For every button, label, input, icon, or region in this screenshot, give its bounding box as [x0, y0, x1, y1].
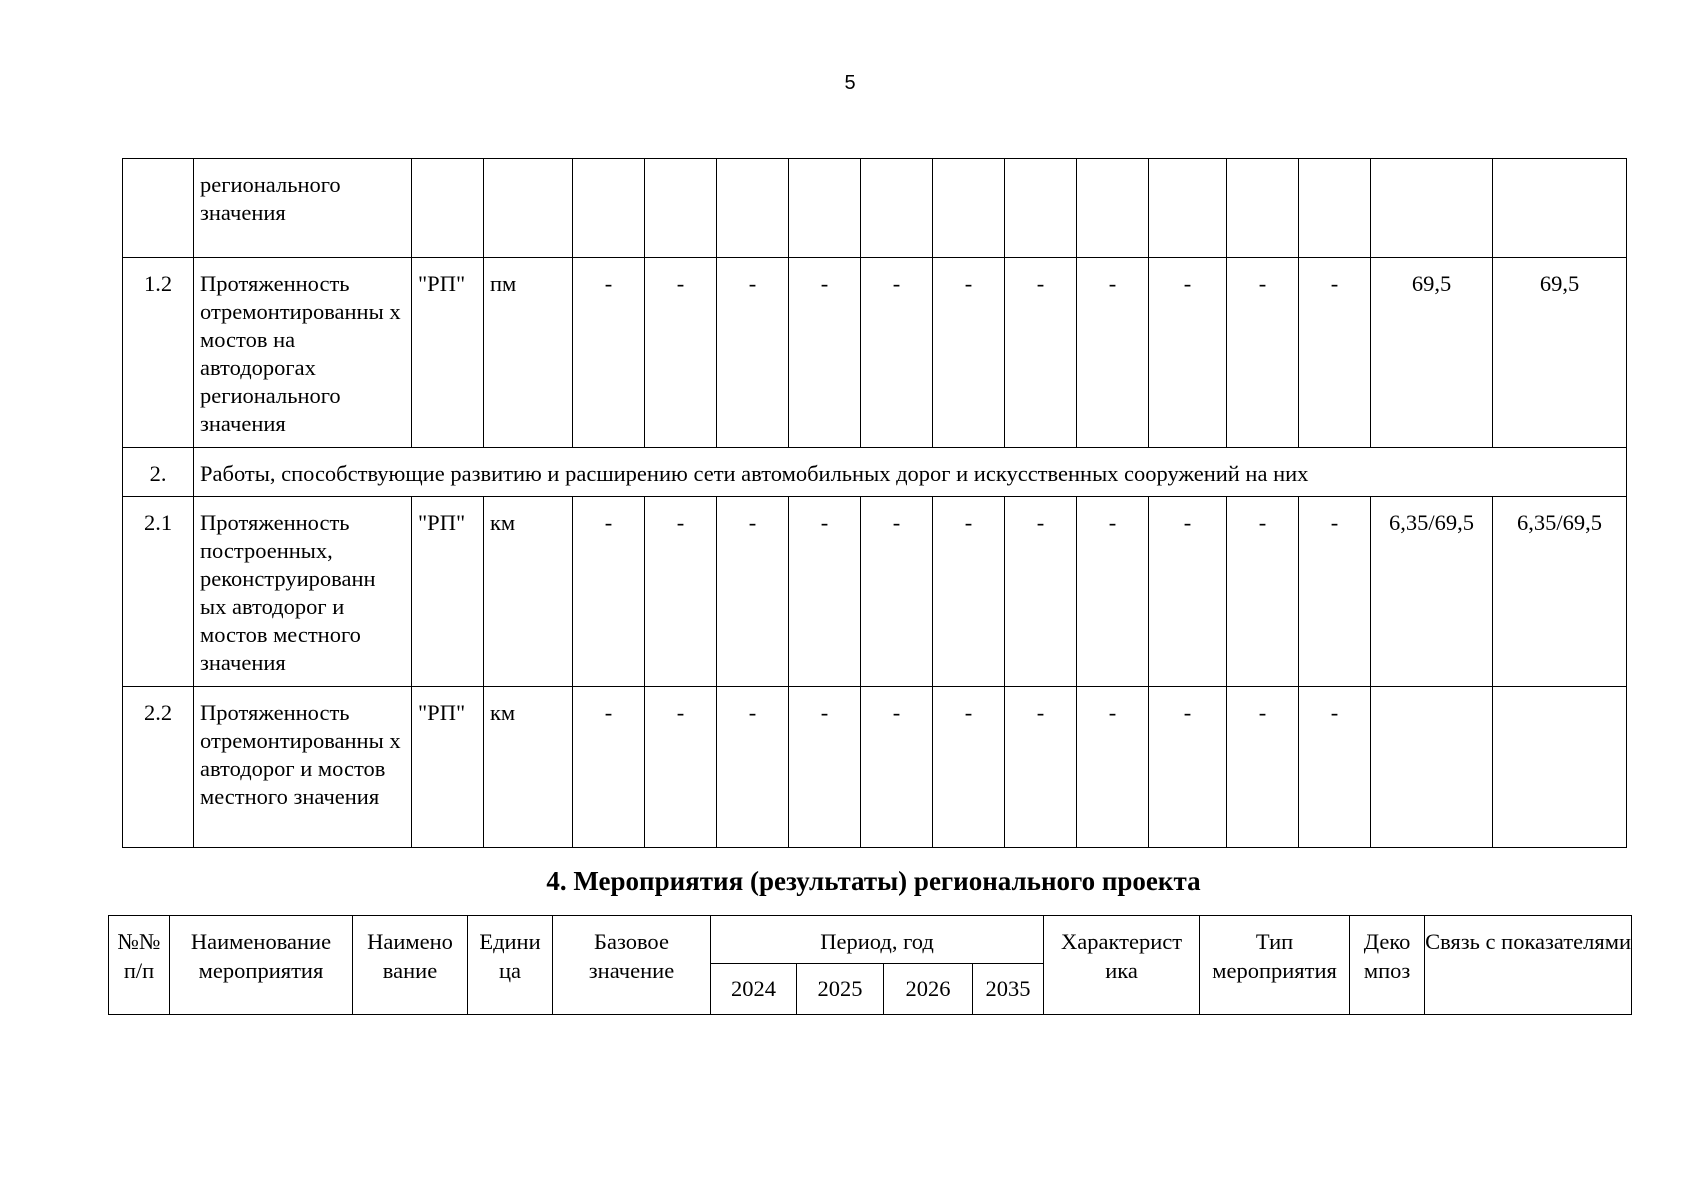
value-cell-2030: [1371, 159, 1493, 258]
value-cell: -: [789, 497, 861, 687]
header-activity-name: Наименование мероприятия: [170, 916, 353, 1015]
value-cell: -: [645, 497, 717, 687]
row-number: 1.2: [123, 258, 194, 448]
indicator-name: Протяженность отремонтированны х мостов на автодорогах регионального значения: [194, 258, 412, 448]
value-cell: -: [573, 258, 645, 448]
row-number: 2.: [123, 448, 194, 497]
header-characteristic: Характерист ика: [1044, 916, 1200, 1015]
value-cell-2035: 69,5: [1493, 258, 1627, 448]
value-cell: -: [933, 687, 1005, 848]
value-cell: -: [717, 497, 789, 687]
value-cell: -: [573, 687, 645, 848]
unit-cell: пм: [484, 258, 573, 448]
indicator-row: [123, 159, 1627, 258]
unit-cell: [484, 159, 573, 258]
value-cell-2035: 6,35/69,5: [1493, 497, 1627, 687]
indicator-name: Протяженность отремонтированны х автодорог и мостов местного значения: [194, 687, 412, 848]
indicator-name: Протяженность построенных, реконструированн ых автодорог и мостов местного значения: [194, 497, 412, 687]
activities-header-row: [109, 916, 1632, 964]
row-number: 2.2: [123, 687, 194, 848]
value-cell: -: [1227, 258, 1299, 448]
value-cell: -: [645, 687, 717, 848]
header-unit: Едини ца: [468, 916, 553, 1015]
level-cell: [412, 159, 484, 258]
header-link-indicators: Связь с показателями: [1425, 916, 1632, 1015]
value-cell: -: [573, 497, 645, 687]
value-cell: -: [1149, 497, 1227, 687]
value-cell: -: [1299, 497, 1371, 687]
section-title-cell: Работы, способствующие развитию и расширению сети автомобильных дорог и искусственных сооружений на них: [194, 448, 1627, 497]
value-cell: -: [789, 687, 861, 848]
value-cell: -: [717, 687, 789, 848]
page-number: 5: [844, 72, 856, 94]
value-cell: -: [1149, 687, 1227, 848]
level-cell: "РП": [412, 497, 484, 687]
value-cell: -: [1005, 258, 1077, 448]
unit-cell: км: [484, 687, 573, 848]
unit-cell: км: [484, 497, 573, 687]
row-number: 2.1: [123, 497, 194, 687]
indicator-name: регионального значения: [194, 159, 412, 258]
value-cell-2030: [1371, 687, 1493, 848]
value-cell: -: [861, 258, 933, 448]
value-cell: [717, 159, 789, 258]
level-cell: "РП": [412, 258, 484, 448]
value-cell: [933, 159, 1005, 258]
value-cell: -: [1227, 687, 1299, 848]
section-row: [123, 448, 1627, 497]
header-year: 2025: [797, 964, 884, 1015]
header-base-value: Базовое значение: [553, 916, 711, 1015]
value-cell-2030: 69,5: [1371, 258, 1493, 448]
value-cell: -: [1299, 258, 1371, 448]
value-cell: -: [789, 258, 861, 448]
value-cell: [1005, 159, 1077, 258]
value-cell: -: [1005, 497, 1077, 687]
header-year: 2026: [884, 964, 973, 1015]
value-cell: -: [1077, 497, 1149, 687]
value-cell: [645, 159, 717, 258]
value-cell: -: [1077, 258, 1149, 448]
header-year: 2024: [711, 964, 797, 1015]
indicator-row: [123, 497, 1627, 687]
value-cell: -: [645, 258, 717, 448]
value-cell-2030: 6,35/69,5: [1371, 497, 1493, 687]
value-cell: -: [861, 497, 933, 687]
value-cell: -: [1227, 497, 1299, 687]
header-year: 2035: [973, 964, 1044, 1015]
value-cell: -: [861, 687, 933, 848]
header-period: Период, год: [711, 916, 1044, 964]
value-cell: [861, 159, 933, 258]
value-cell-2035: [1493, 159, 1627, 258]
indicator-row: [123, 258, 1627, 448]
value-cell: [1227, 159, 1299, 258]
value-cell: [573, 159, 645, 258]
header-naimenovanie: Наимено вание: [353, 916, 468, 1015]
header-decomposition: Деко мпоз: [1350, 916, 1425, 1015]
value-cell: [1077, 159, 1149, 258]
value-cell: -: [1005, 687, 1077, 848]
level-cell: "РП": [412, 687, 484, 848]
value-cell: -: [1149, 258, 1227, 448]
indicators-table: [122, 158, 1627, 848]
value-cell-2035: [1493, 687, 1627, 848]
section-4-title: 4. Мероприятия (результаты) регионального проекта: [546, 866, 1201, 896]
row-number: [123, 159, 194, 258]
value-cell: [789, 159, 861, 258]
value-cell: -: [933, 497, 1005, 687]
value-cell: [1149, 159, 1227, 258]
value-cell: -: [1299, 687, 1371, 848]
value-cell: -: [1077, 687, 1149, 848]
value-cell: [1299, 159, 1371, 258]
indicator-row: [123, 687, 1627, 848]
value-cell: -: [717, 258, 789, 448]
value-cell: -: [933, 258, 1005, 448]
activities-table: [108, 915, 1632, 1015]
header-activity-type: Тип мероприятия: [1200, 916, 1350, 1015]
header-num: №№ п/п: [109, 916, 170, 1015]
